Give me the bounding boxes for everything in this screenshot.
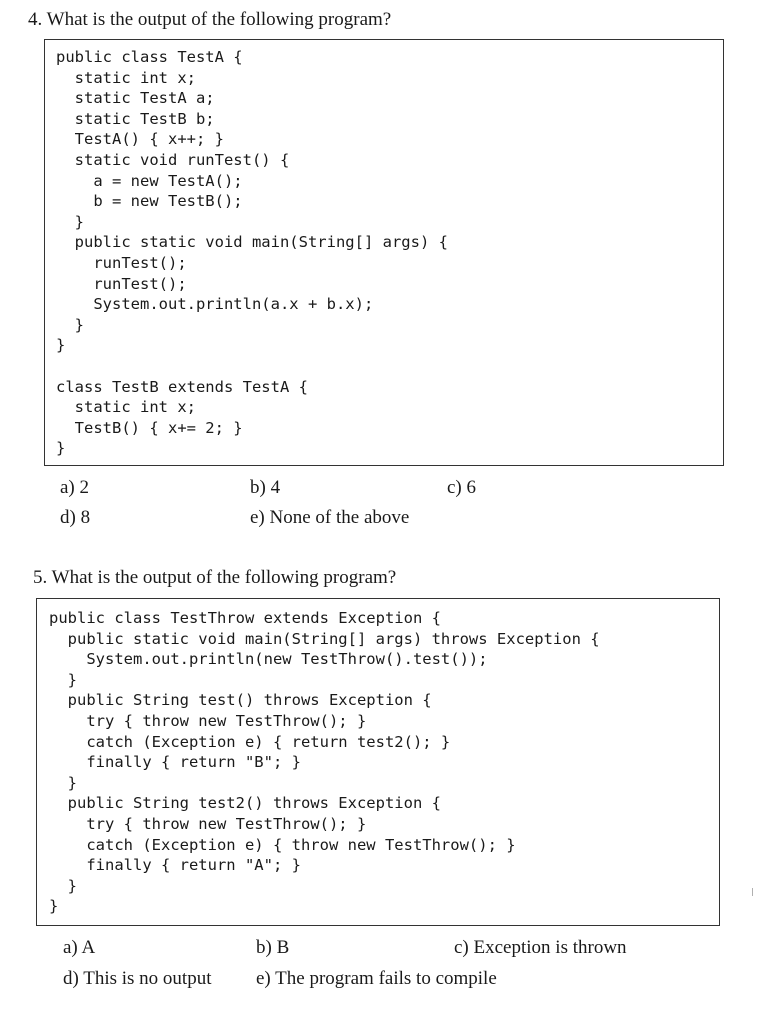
question-5-option-e: e) The program fails to compile: [256, 968, 497, 989]
question-5-prompt: 5. What is the output of the following program?: [33, 567, 397, 588]
question-4-option-c: c) 6: [447, 477, 477, 498]
question-4-option-a: a) 2: [60, 477, 90, 498]
question-4-code: public class TestA { static int x; static TestA a; static TestB b; TestA() { x++; } static void runTest() { a = new TestA(); b = new TestB(); } public static void main(String[] args) { runTest(); runTest(); System.out.println(a.x + b.x); } } class TestB extends TestA { static int x; TestB() { x+= 2; } }: [56, 48, 448, 458]
scan-margin-mark: [752, 888, 753, 896]
question-5-code: public class TestThrow extends Exception { public static void main(String[] args) throws Exception { System.out.println(new TestThrow().test()); } public String test() throws Exception { try { throw new TestThrow(); } catch (Exception e) { return test2(); } finally { return "B"; } } public String test2() throws Exception { try { throw new TestThrow(); } catch (Exception e) { throw new TestThrow(); } finally { return "A"; } } }: [49, 609, 600, 916]
question-4-option-d: d) 8: [60, 507, 91, 528]
question-5-option-b: b) B: [256, 937, 290, 958]
question-5-option-a: a) A: [63, 937, 96, 958]
question-4-option-e: e) None of the above: [250, 507, 410, 528]
question-5-code-box: [36, 598, 720, 926]
question-5-option-d: d) This is no output: [63, 968, 212, 989]
question-4-prompt: 4. What is the output of the following program?: [28, 9, 392, 30]
question-4-option-b: b) 4: [250, 477, 281, 498]
question-5-option-c: c) Exception is thrown: [454, 937, 627, 958]
question-4-code-box: [44, 39, 724, 466]
